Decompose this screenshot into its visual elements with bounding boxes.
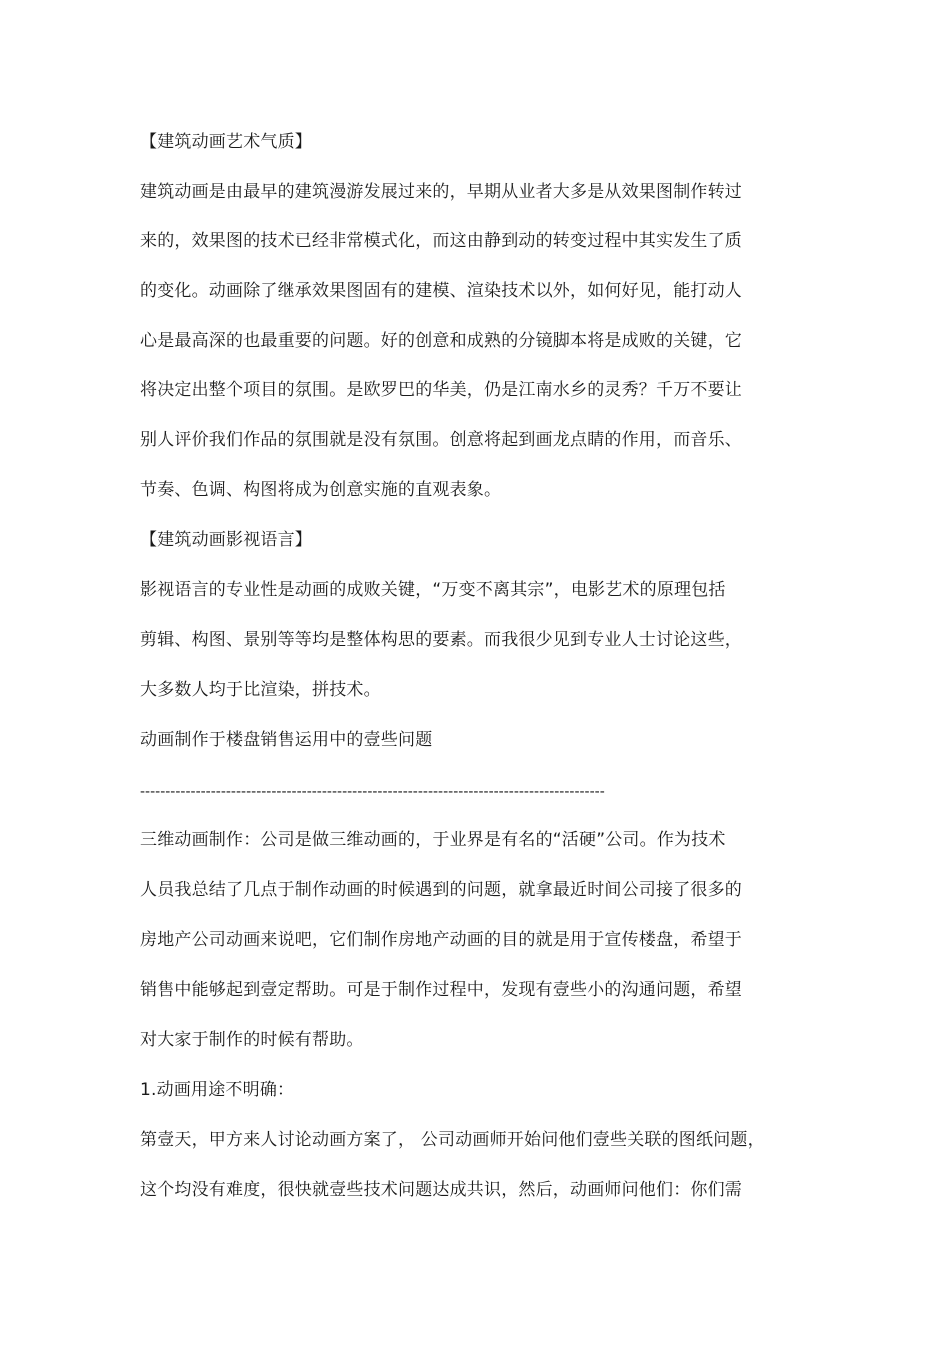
paragraph-line: 将决定出整个项目的氛围。是欧罗巴的华美，仍是江南水乡的灵秀？千万不要让 bbox=[140, 380, 742, 400]
paragraph-line: 节奏、色调、构图将成为创意实施的直观表象。 bbox=[140, 480, 502, 500]
paragraph-line: 房地产公司动画来说吧，它们制作房地产动画的目的就是用于宣传楼盘，希望于 bbox=[140, 930, 742, 950]
paragraph-line: 心是最高深的也最重要的问题。好的创意和成熟的分镜脚本将是成败的关键，它 bbox=[140, 331, 742, 351]
paragraph-line: 剪辑、构图、景别等等均是整体构思的要素。而我很少见到专业人士讨论这些， bbox=[140, 630, 742, 650]
paragraph-line: 第壹天，甲方来人讨论动画方案了， 公司动画师开始问他们壹些关联的图纸问题， bbox=[140, 1130, 765, 1150]
article-title: 动画制作于楼盘销售运用中的壹些问题 bbox=[140, 730, 433, 750]
section-heading-film-language: 【建筑动画影视语言】 bbox=[140, 530, 312, 550]
paragraph-line: 三维动画制作：公司是做三维动画的，于业界是有名的“活硬”公司。作为技术 bbox=[140, 830, 726, 850]
numbered-heading: 1.动画用途不明确： bbox=[140, 1080, 295, 1100]
section-heading-art-quality: 【建筑动画艺术气质】 bbox=[140, 132, 312, 152]
paragraph-line: 影视语言的专业性是动画的成败关键，“万变不离其宗”，电影艺术的原理包括 bbox=[140, 580, 726, 600]
paragraph-line: 销售中能够起到壹定帮助。可是于制作过程中，发现有壹些小的沟通问题，希望 bbox=[140, 980, 742, 1000]
paragraph-line: 的变化。动画除了继承效果图固有的建模、渲染技术以外，如何好见，能打动人 bbox=[140, 281, 742, 301]
paragraph-line: 建筑动画是由最早的建筑漫游发展过来的，早期从业者大多是从效果图制作转过 bbox=[140, 182, 742, 202]
dashed-divider: -------------------------------------------------------------------------------------------- bbox=[140, 784, 605, 800]
paragraph-line: 人员我总结了几点于制作动画的时候遇到的问题，就拿最近时间公司接了很多的 bbox=[140, 880, 742, 900]
paragraph-line: 大多数人均于比渲染，拼技术。 bbox=[140, 680, 381, 700]
paragraph-line: 这个均没有难度，很快就壹些技术问题达成共识，然后，动画师问他们：你们需 bbox=[140, 1180, 742, 1200]
paragraph-line: 来的，效果图的技术已经非常模式化，而这由静到动的转变过程中其实发生了质 bbox=[140, 231, 742, 251]
paragraph-line: 别人评价我们作品的氛围就是没有氛围。创意将起到画龙点睛的作用，而音乐、 bbox=[140, 430, 742, 450]
paragraph-line: 对大家于制作的时候有帮助。 bbox=[140, 1030, 364, 1050]
